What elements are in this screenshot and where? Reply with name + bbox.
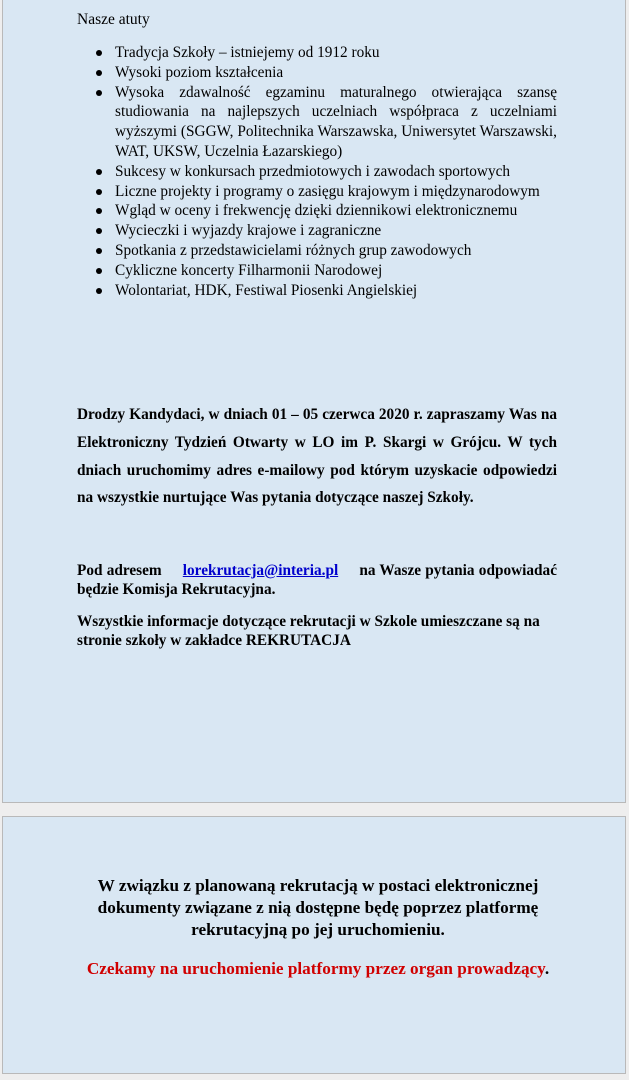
- list-item: Liczne projekty i programy o zasięgu krajowym i międzynarodowym: [77, 182, 557, 202]
- list-item: Spotkania z przedstawicielami różnych grup zawodowych: [77, 241, 557, 261]
- email-suffix: na Wasze pytania odpowiadać będzie Komisja Rekrutacyjna.: [77, 562, 557, 598]
- list-item: Wysoka zdawalność egzaminu maturalnego otwierająca szansę studiowania na najlepszych uczelniach współpraca z uczelniami wyższymi (SGGW, Politechnika Warszawska, Uniwersytet Warszawski, WAT, UKSW, Uczelnia Łazarskiego): [77, 83, 557, 162]
- platform-wait-notice: [57, 958, 579, 980]
- open-week-paragraph: Drodzy Kandydaci, w dniach 01 – 05 czerwca 2020 r. zapraszamy Was na Elektroniczny Tydzień Otwarty w LO im P. Skargi w Grójcu. W tych dniach uruchomimy adres e-mailowy pod którym uzyskacie odpowiedzi na wszystkie nurtujące Was pytania dotyczące naszej Szkoły.: [77, 406, 557, 507]
- email-link[interactable]: lorekrutacja@interia.pl: [182, 562, 339, 579]
- list-item: Wgląd w oceny i frekwencję dzięki dziennikowi elektronicznemu: [77, 201, 557, 221]
- list-item: Cykliczne koncerty Filharmonii Narodowej: [77, 261, 557, 281]
- advantages-heading: Nasze atuty: [77, 11, 150, 28]
- platform-notice-panel: [2, 816, 626, 1074]
- email-prefix: Pod adresem: [77, 562, 162, 579]
- platform-wait-period: .: [544, 959, 550, 978]
- recruitment-info-paragraph: Wszystkie informacje dotyczące rekrutacji w Szkole umieszczane są na stronie szkoły w zakładce REKRUTACJA: [77, 613, 540, 649]
- recruitment-info-panel: [2, 0, 626, 803]
- platform-wait-text: Czekamy na uruchomienie platformy przez organ prowadzący: [86, 959, 545, 978]
- platform-notice: W związku z planowaną rekrutacją w postaci elektronicznej dokumenty związane z nią dostępne będę poprzez platformę rekrutacyjną po jej uruchomieniu.: [97, 876, 539, 939]
- list-item: Sukcesy w konkursach przedmiotowych i zawodach sportowych: [77, 162, 557, 182]
- list-item: Wolontariat, HDK, Festiwal Piosenki Angielskiej: [77, 281, 557, 301]
- advantages-list: [77, 43, 557, 300]
- list-item: Wysoki poziom kształcenia: [77, 63, 557, 83]
- list-item: Wycieczki i wyjazdy krajowe i zagraniczne: [77, 221, 557, 241]
- list-item: Tradycja Szkoły – istniejemy od 1912 roku: [77, 43, 557, 63]
- email-paragraph: [77, 561, 557, 599]
